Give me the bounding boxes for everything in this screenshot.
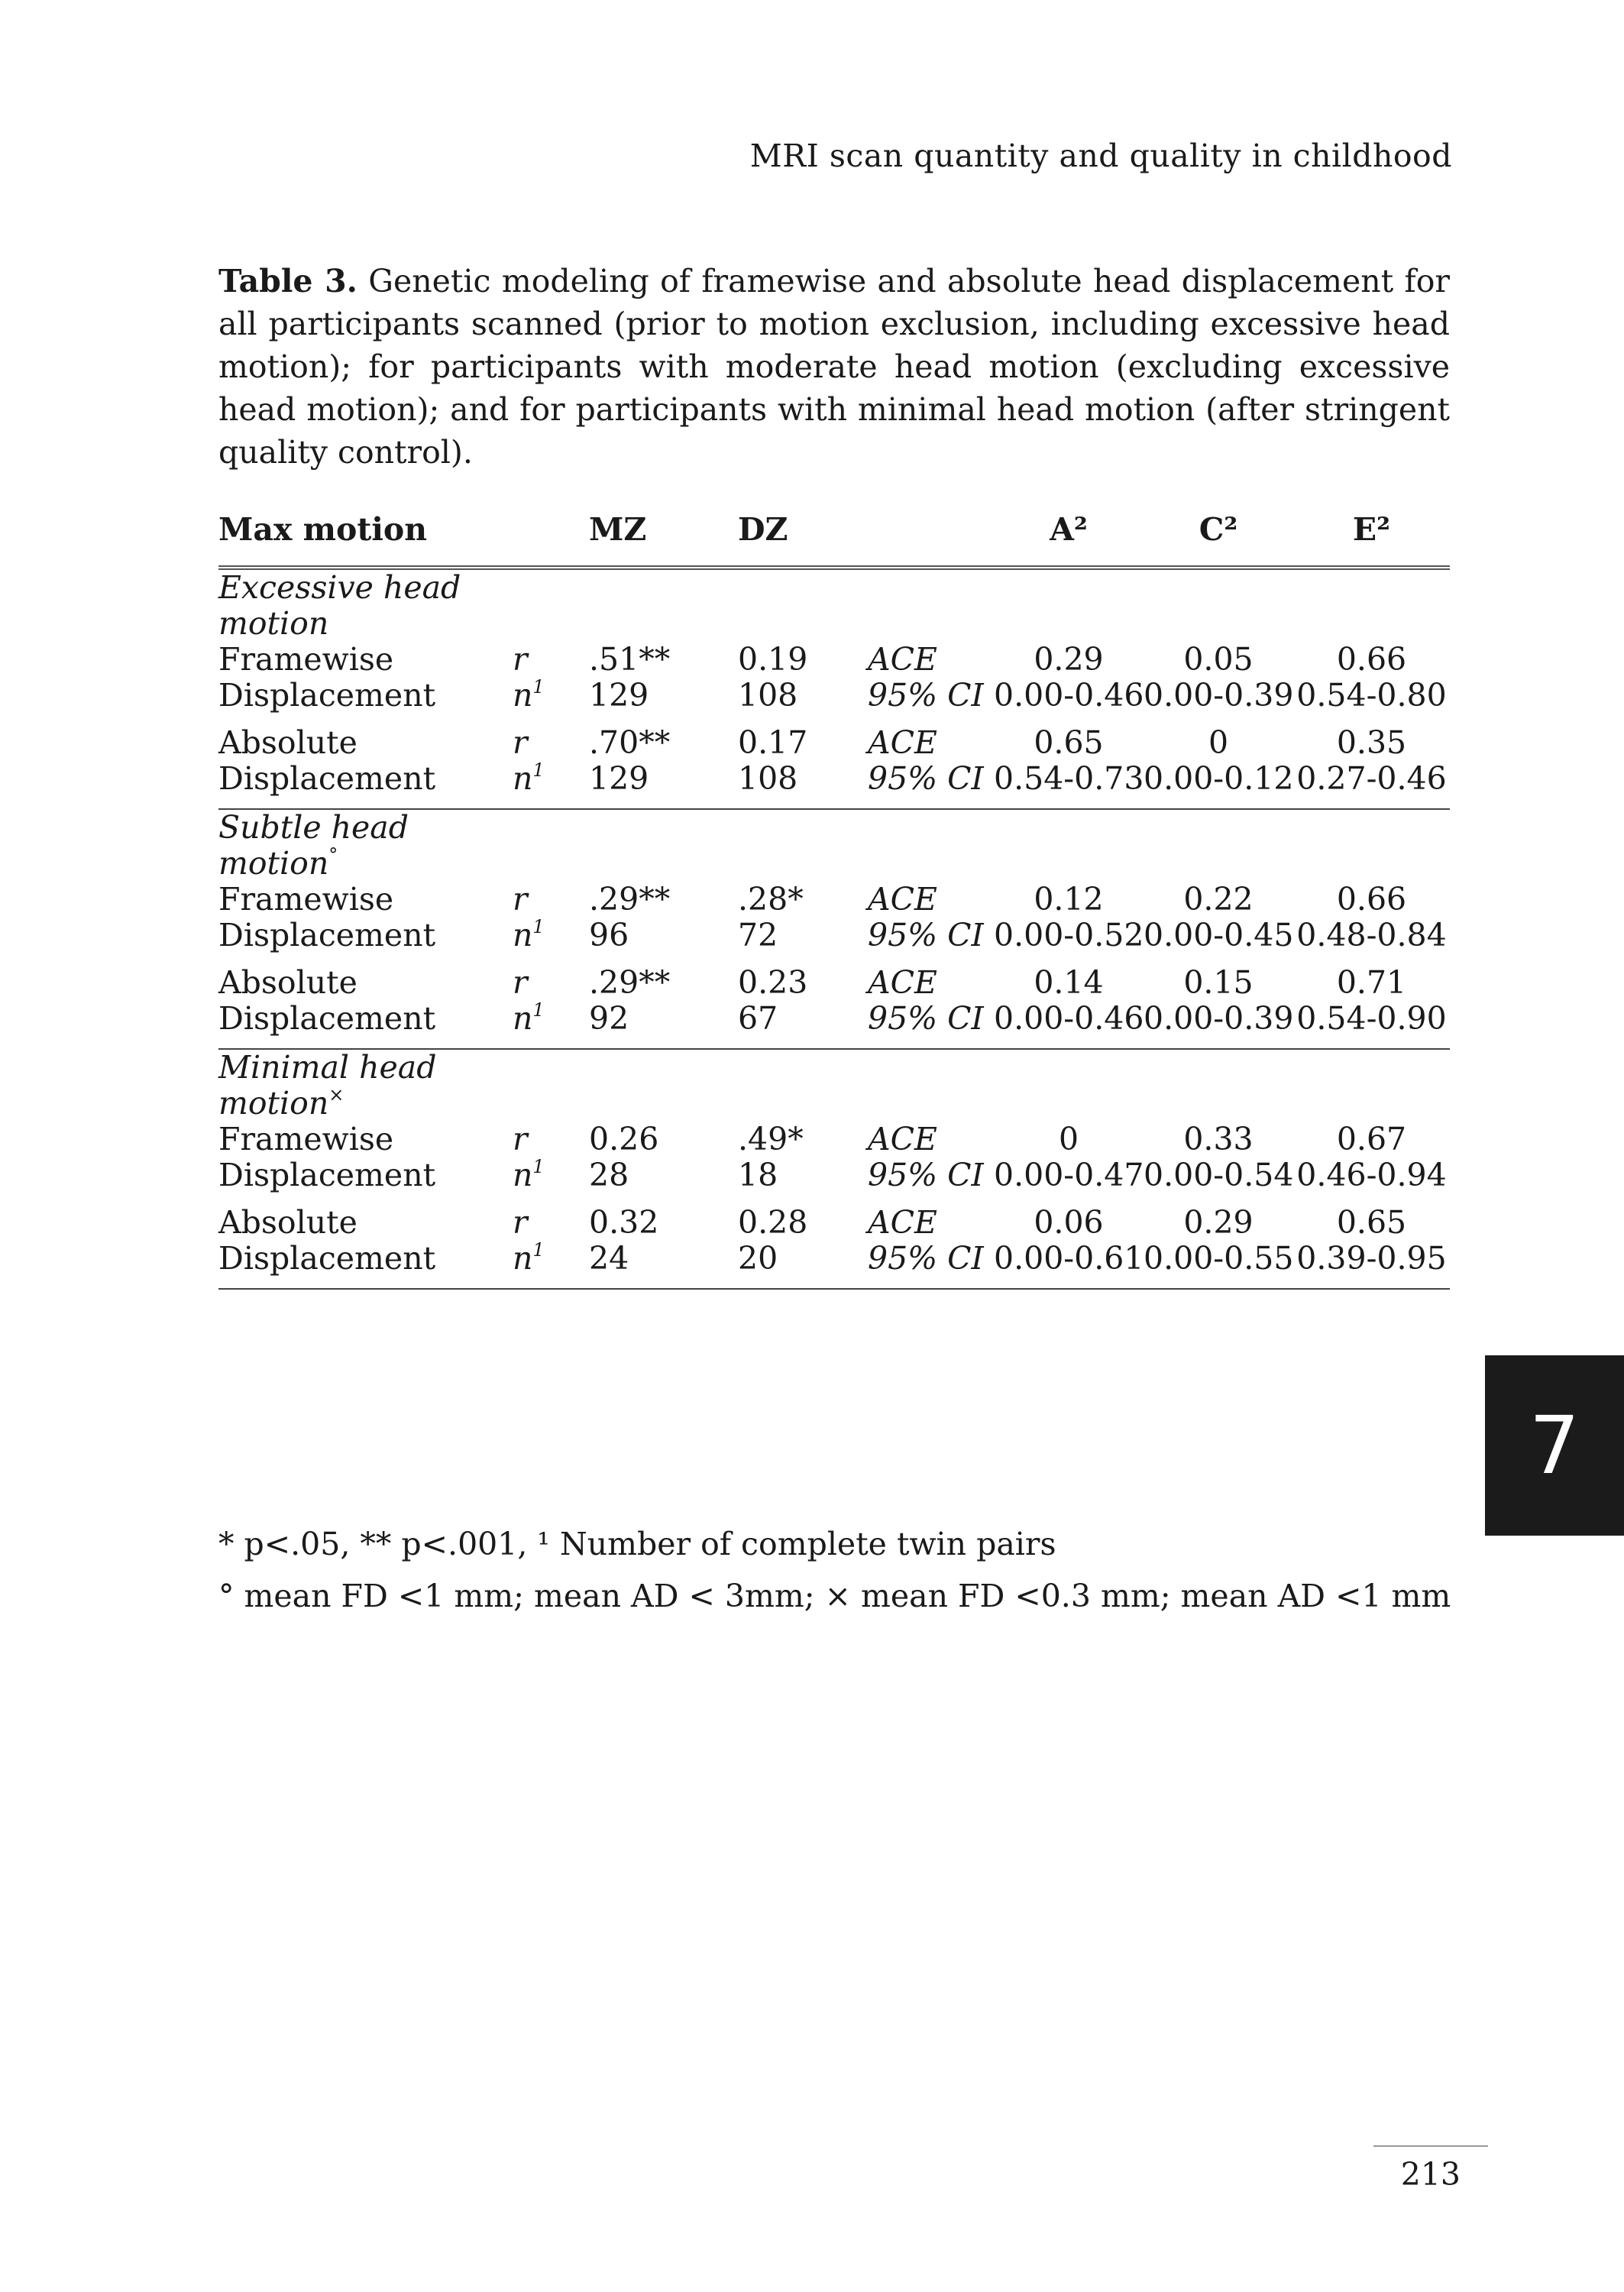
c2-ci: 0.00-0.39 — [1144, 677, 1294, 714]
dz-correlation: 0.17 — [738, 724, 808, 761]
page-number-rule — [1373, 2145, 1488, 2147]
mz-pairs: 24 — [589, 1241, 738, 1289]
header-dz: DZ — [738, 512, 868, 568]
table-row — [218, 642, 1450, 678]
header-row — [218, 512, 1450, 568]
c2-estimate: 0.29 — [1183, 1204, 1254, 1241]
section-title-spacer — [513, 809, 1450, 882]
header-max-motion: Max motion — [218, 512, 513, 568]
dz-correlation: 0.19 — [738, 641, 808, 678]
section-title-spacer — [513, 568, 1450, 642]
a2-estimate: 0.14 — [1034, 964, 1104, 1001]
e2-estimate: 0.65 — [1336, 1204, 1407, 1241]
model-label: ACE — [868, 881, 937, 918]
mz-correlation: 0.32 — [589, 1204, 659, 1241]
ci-label: 95% CI — [868, 1157, 984, 1193]
stat-r: r — [513, 881, 528, 918]
table-caption-text: Genetic modeling of framewise and absolute head displacement for all participants scanned (prior to motion exclusion, including excessive head motion); for participants with moderate head motion (excluding excessive head motion); and for participants with minimal head motion (after stringent quality control). — [218, 263, 1450, 471]
table-row — [218, 725, 1450, 761]
header-c2: C² — [1144, 512, 1293, 568]
stat-n — [513, 1001, 589, 1049]
section-title-text: Subtle head motion — [218, 809, 409, 882]
c2-estimate: 0.15 — [1183, 964, 1254, 1001]
table-row — [218, 1122, 1450, 1157]
mz-correlation: .51** — [589, 641, 671, 678]
dz-pairs: 20 — [738, 1241, 868, 1289]
stat-n — [513, 1241, 589, 1289]
mz-correlation: .29** — [589, 881, 671, 918]
c2-estimate: 0.05 — [1183, 641, 1254, 678]
table-row — [218, 1205, 1450, 1241]
dz-correlation: .49* — [738, 1121, 804, 1157]
dz-pairs: 72 — [738, 917, 778, 953]
a2-estimate: 0.29 — [1034, 641, 1104, 678]
header-mz: MZ — [589, 512, 738, 568]
a2-ci: 0.00-0.46 — [994, 1000, 1144, 1037]
section-title-text: Excessive head motion — [218, 569, 461, 642]
page-number: 213 — [1400, 2156, 1461, 2193]
a2-ci: 0.00-0.46 — [994, 677, 1144, 714]
ci-label: 95% CI — [868, 677, 984, 714]
e2-ci: 0.46-0.94 — [1296, 1157, 1447, 1193]
stat-n-letter: n — [513, 760, 533, 797]
stat-r: r — [513, 964, 528, 1001]
mz-correlation: .70** — [589, 724, 671, 761]
mz-pairs: 96 — [589, 917, 629, 953]
c2-ci: 0.00-0.55 — [1144, 1241, 1293, 1289]
ci-label: 95% CI — [868, 1000, 984, 1037]
measure-label: Framewise Displacement — [218, 881, 436, 953]
e2-ci: 0.54-0.90 — [1296, 1000, 1447, 1037]
e2-estimate: 0.67 — [1336, 1121, 1407, 1157]
mz-pairs: 129 — [589, 760, 649, 797]
section-title-text: Minimal head motion — [218, 1049, 437, 1122]
stat-n-letter: n — [513, 1157, 533, 1193]
section-title-row — [218, 568, 1450, 642]
stat-n-letter: n — [513, 677, 533, 714]
e2-estimate: 0.66 — [1336, 641, 1407, 678]
mz-pairs: 92 — [589, 1000, 629, 1037]
a2-estimate: 0.12 — [1034, 881, 1104, 918]
footnote-thresholds: ° mean FD <1 mm; mean AD < 3mm; × mean FD <0.3 mm; mean AD <1 mm — [218, 1578, 1451, 1614]
measure-label: Absolute Displacement — [218, 724, 436, 797]
stat-r: r — [513, 1204, 528, 1241]
c2-ci: 0.00-0.45 — [1144, 917, 1294, 953]
header-stat — [513, 512, 589, 568]
section-title — [218, 809, 513, 882]
mz-pairs: 129 — [589, 677, 649, 714]
c2-estimate: 0.33 — [1183, 1121, 1254, 1157]
dz-correlation: .28* — [738, 881, 804, 918]
c2-ci: 0.00-0.54 — [1144, 1157, 1294, 1193]
ci-label: 95% CI — [868, 917, 984, 953]
model-label: ACE — [868, 1204, 937, 1241]
stat-n-mark: 1 — [532, 916, 545, 937]
section-title-mark: × — [328, 1084, 345, 1106]
model-label: ACE — [868, 1121, 937, 1157]
c2-estimate: 0.22 — [1183, 881, 1254, 918]
a2-estimate: 0.65 — [1034, 724, 1104, 761]
section-title-row — [218, 1049, 1450, 1122]
e2-ci: 0.39-0.95 — [1293, 1241, 1450, 1289]
footnote-significance: * p<.05, ** p<.001, ¹ Number of complete twin pairs — [218, 1526, 1056, 1562]
e2-ci: 0.27-0.46 — [1296, 760, 1447, 797]
section-title-row — [218, 809, 1450, 882]
e2-estimate: 0.71 — [1336, 964, 1407, 1001]
stat-n — [513, 761, 589, 809]
section-title — [218, 568, 513, 642]
stat-n — [513, 918, 589, 965]
header-a2: A² — [994, 512, 1144, 568]
table-row — [218, 882, 1450, 918]
header-e2: E² — [1293, 512, 1450, 568]
stat-n-mark: 1 — [532, 1156, 545, 1177]
running-head: MRI scan quantity and quality in childhood — [749, 138, 1452, 174]
e2-estimate: 0.66 — [1336, 881, 1407, 918]
header-model — [868, 512, 994, 568]
stat-n-letter: n — [513, 1000, 533, 1037]
stat-n-letter: n — [513, 917, 533, 953]
table-caption-label: Table 3. — [218, 263, 357, 299]
section-title-spacer — [513, 1049, 1450, 1122]
a2-ci: 0.00-0.61 — [994, 1241, 1144, 1289]
chapter-tab: 7 — [1485, 1355, 1624, 1536]
table-caption — [218, 260, 1450, 474]
section-title — [218, 1049, 513, 1122]
dz-pairs: 67 — [738, 1000, 778, 1037]
measure-label: Absolute Displacement — [218, 964, 436, 1037]
dz-pairs: 108 — [738, 760, 798, 797]
c2-ci: 0.00-0.39 — [1144, 1000, 1294, 1037]
table-body — [218, 568, 1450, 1289]
measure-label: Absolute Displacement — [218, 1205, 513, 1289]
model-label: ACE — [868, 724, 937, 761]
section-title-mark: ° — [328, 844, 338, 866]
stat-n — [513, 678, 589, 725]
dz-correlation: 0.23 — [738, 964, 808, 1001]
c2-ci: 0.00-0.12 — [1144, 760, 1294, 797]
table-row — [218, 965, 1450, 1001]
e2-ci: 0.48-0.84 — [1296, 917, 1447, 953]
stat-n — [513, 1157, 589, 1205]
model-label: ACE — [868, 964, 937, 1001]
c2-estimate: 0 — [1208, 724, 1229, 761]
mz-correlation: 0.26 — [589, 1121, 659, 1157]
ci-label: 95% CI — [868, 760, 984, 797]
stat-n-mark: 1 — [532, 1239, 545, 1261]
genetic-modeling-table — [218, 512, 1450, 1290]
a2-ci: 0.00-0.47 — [994, 1157, 1144, 1193]
a2-estimate: 0.06 — [1034, 1204, 1104, 1241]
stat-n-mark: 1 — [532, 676, 545, 698]
a2-ci: 0.00-0.52 — [994, 917, 1144, 953]
model-label: ACE — [868, 641, 937, 678]
a2-estimate: 0 — [1058, 1121, 1079, 1157]
e2-ci: 0.54-0.80 — [1296, 677, 1447, 714]
stat-r: r — [513, 641, 528, 678]
stat-r: r — [513, 724, 528, 761]
stat-n-letter: n — [513, 1240, 533, 1277]
stat-n-mark: 1 — [532, 759, 545, 781]
stat-r: r — [513, 1121, 528, 1157]
mz-pairs: 28 — [589, 1157, 629, 1193]
a2-ci: 0.54-0.73 — [994, 760, 1144, 797]
measure-label: Framewise Displacement — [218, 1121, 436, 1193]
dz-pairs: 108 — [738, 677, 798, 714]
e2-estimate: 0.35 — [1336, 724, 1407, 761]
dz-correlation: 0.28 — [738, 1204, 808, 1241]
measure-label: Framewise Displacement — [218, 641, 436, 714]
stat-n-mark: 1 — [532, 999, 545, 1021]
dz-pairs: 18 — [738, 1157, 778, 1193]
mz-correlation: .29** — [589, 964, 671, 1001]
ci-label: 95% CI — [868, 1241, 994, 1289]
